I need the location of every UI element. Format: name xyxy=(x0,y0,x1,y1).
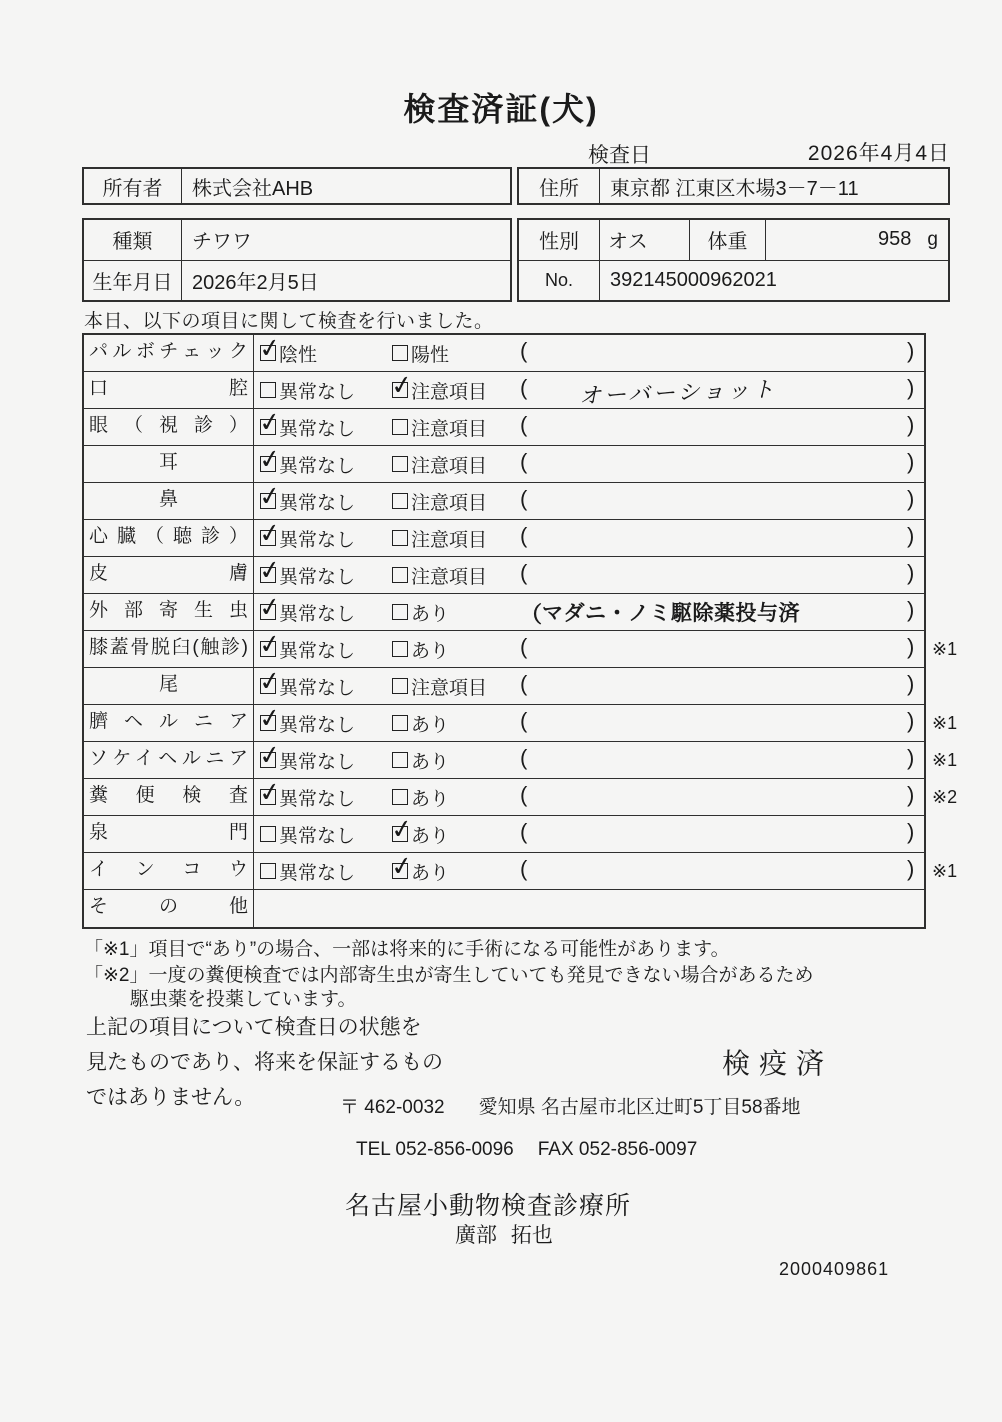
paren-close: ) xyxy=(907,708,915,733)
inspection-option xyxy=(392,372,487,408)
checkbox-icon xyxy=(392,419,408,435)
option-label: 注意項目 xyxy=(411,455,488,477)
inspection-date-value: 2026年4月4日 xyxy=(807,142,950,165)
inspection-option xyxy=(392,668,487,704)
checkbox-checked-icon xyxy=(260,789,276,805)
inspection-option xyxy=(260,779,355,815)
inspection-item-label: 泉門 xyxy=(84,816,254,852)
paren-close: ) xyxy=(907,782,915,807)
checkbox-checked-icon xyxy=(260,493,276,509)
option-label: 異常なし xyxy=(279,381,356,403)
option-label: 注意項目 xyxy=(411,418,488,440)
option-label: 異常なし xyxy=(279,455,356,477)
checkbox-icon xyxy=(392,456,408,472)
inspection-row xyxy=(84,890,924,927)
inspection-item-label: 鼻 xyxy=(84,483,254,519)
inspection-item-label: 外部寄生虫 xyxy=(84,594,254,630)
address-value: 東京都 江東区木場3－7－11 xyxy=(610,177,859,200)
inspection-item-label: パルボチェック xyxy=(84,335,254,371)
option-label: 異常なし xyxy=(279,751,356,773)
birthdate-row xyxy=(84,261,510,301)
clinic-tel-line xyxy=(356,1139,697,1161)
breed-row xyxy=(84,220,510,261)
inspection-option xyxy=(260,335,317,371)
option-label: 異常なし xyxy=(279,788,356,810)
inspection-option xyxy=(260,483,355,519)
inspection-item-label: 皮膚 xyxy=(84,557,254,593)
footnote-2-line2: 駆虫薬を投薬しています。 xyxy=(130,989,357,1010)
no-label: No. xyxy=(519,261,600,301)
handwritten-note: オーバーショット xyxy=(578,376,778,408)
option-label: あり xyxy=(411,825,450,847)
weight-unit: g xyxy=(927,228,938,250)
option-label: あり xyxy=(411,751,450,773)
checkbox-checked-icon xyxy=(260,604,276,620)
address-label: 住所 xyxy=(519,169,600,203)
owner-box xyxy=(82,167,512,205)
footnote-marker: ※1 xyxy=(932,749,958,770)
inspection-row xyxy=(84,705,958,742)
paren-open: ( xyxy=(520,560,528,585)
checkbox-checked-icon xyxy=(392,826,408,842)
inspection-row xyxy=(84,446,924,483)
disclaimer-line2: 見たものであり、将来を保証するもの xyxy=(86,1051,443,1074)
disclaimer-line1: 上記の項目について検査日の状態を xyxy=(86,1016,422,1039)
option-label: 異常なし xyxy=(279,862,356,884)
paren-open: ( xyxy=(520,671,528,696)
inspection-option xyxy=(260,705,355,741)
inspection-item-label: 膝蓋骨脱臼(触診) xyxy=(84,631,254,667)
paren-close: ) xyxy=(907,486,915,511)
option-label: 注意項目 xyxy=(411,566,488,588)
inspection-row xyxy=(84,409,924,446)
clinic-address-line xyxy=(340,1092,801,1119)
inspection-option xyxy=(260,446,355,482)
inspection-row xyxy=(84,335,924,372)
checkbox-icon xyxy=(392,567,408,583)
inspection-option xyxy=(260,631,355,667)
inspection-row xyxy=(84,853,958,890)
option-label: 注意項目 xyxy=(411,677,488,699)
sex-weight-no-box xyxy=(517,218,950,302)
no-row xyxy=(519,261,948,301)
paren-open: ( xyxy=(520,449,528,474)
option-label: 異常なし xyxy=(279,418,356,440)
inspection-item-label: 糞便検査 xyxy=(84,779,254,815)
option-label: 陰性 xyxy=(279,344,318,366)
option-label: あり xyxy=(411,603,450,625)
inspection-option xyxy=(260,409,355,445)
inspection-item-label: 心臓（聴診） xyxy=(84,520,254,556)
inspection-row xyxy=(84,594,924,631)
inspection-option xyxy=(392,409,487,445)
option-label: 異常なし xyxy=(279,529,356,551)
paren-open: ( xyxy=(520,486,528,511)
inspection-option xyxy=(392,779,449,815)
checkbox-checked-icon xyxy=(260,752,276,768)
inspection-option xyxy=(392,705,449,741)
inspection-row xyxy=(84,779,958,816)
weight-value: 958 xyxy=(878,228,912,251)
inspection-date-label: 検査日 xyxy=(588,144,651,167)
inspection-option xyxy=(260,372,355,408)
option-label: 異常なし xyxy=(279,714,356,736)
option-label: 異常なし xyxy=(279,640,356,662)
checkbox-checked-icon xyxy=(392,382,408,398)
checkbox-icon xyxy=(392,604,408,620)
no-value: 392145000962021 xyxy=(610,268,777,291)
paren-close: ) xyxy=(907,634,915,659)
paren-close: ) xyxy=(907,523,915,548)
inspection-option xyxy=(392,520,487,556)
disclaimer-line3: ではありません。 xyxy=(86,1086,256,1109)
paren-open: ( xyxy=(520,634,528,659)
breed-label: 種類 xyxy=(84,220,182,260)
examiner-name: 廣部 拓也 xyxy=(455,1224,553,1247)
footnote-marker: ※1 xyxy=(932,860,958,881)
inspection-option xyxy=(392,446,487,482)
paren-open: ( xyxy=(520,745,528,770)
checkbox-checked-icon xyxy=(260,641,276,657)
intro-text: 本日、以下の項目に関して検査を行いました。 xyxy=(84,311,494,332)
inspection-option xyxy=(260,668,355,704)
inspection-option xyxy=(260,853,355,889)
inspection-row xyxy=(84,668,924,705)
option-label: あり xyxy=(411,862,450,884)
weight-value-cell xyxy=(766,220,948,260)
inspection-item-label: 口腔 xyxy=(84,372,254,408)
checkbox-checked-icon xyxy=(260,530,276,546)
paren-open: ( xyxy=(520,523,528,548)
birthdate-label: 生年月日 xyxy=(84,261,182,301)
serial-number: 2000409861 xyxy=(779,1259,890,1279)
option-label: 異常なし xyxy=(279,566,356,588)
footnote-marker: ※2 xyxy=(932,786,958,807)
inspection-option xyxy=(260,816,355,852)
paren-open: ( xyxy=(520,412,528,437)
checkbox-checked-icon xyxy=(260,456,276,472)
clinic-tel: TEL 052-856-0096 xyxy=(356,1139,514,1160)
paren-content: マダニ・ノミ駆除薬投与済 xyxy=(542,602,800,625)
inspection-option xyxy=(260,557,355,593)
option-label: あり xyxy=(411,640,450,662)
option-label: 注意項目 xyxy=(411,492,488,514)
option-label: 異常なし xyxy=(279,825,356,847)
inspection-option xyxy=(392,483,487,519)
checkbox-icon xyxy=(392,789,408,805)
footnote-marker: ※1 xyxy=(932,638,958,659)
inspection-option xyxy=(260,742,355,778)
inspection-row xyxy=(84,816,924,853)
owner-value: 株式会社AHB xyxy=(192,177,314,200)
paren-close: ) xyxy=(907,338,915,363)
option-label: あり xyxy=(411,714,450,736)
inspection-option xyxy=(392,631,449,667)
checkbox-icon xyxy=(392,345,408,361)
breed-birthdate-box xyxy=(82,218,512,302)
paren-close: ) xyxy=(907,819,915,844)
footnote-marker: ※1 xyxy=(932,712,958,733)
option-label: 注意項目 xyxy=(411,381,488,403)
checkbox-checked-icon xyxy=(260,678,276,694)
weight-label: 体重 xyxy=(690,220,766,260)
birthdate-value: 2026年2月5日 xyxy=(192,271,319,294)
checkbox-checked-icon xyxy=(260,567,276,583)
checkbox-icon xyxy=(260,826,276,842)
paren-close: ) xyxy=(907,375,915,400)
checkbox-checked-icon xyxy=(260,715,276,731)
footnote-2-line1: 「※2」一度の糞便検査では内部寄生虫が寄生していても発見できない場合があるため xyxy=(84,965,814,986)
address-box xyxy=(517,167,950,205)
checkbox-checked-icon xyxy=(260,419,276,435)
clinic-fax: FAX 052-856-0097 xyxy=(537,1139,698,1160)
sex-label: 性別 xyxy=(519,220,600,260)
inspection-table xyxy=(82,333,958,929)
inspection-row xyxy=(84,483,924,520)
inspection-option xyxy=(392,335,449,371)
clinic-postal: 〒 462-0032 xyxy=(340,1097,445,1118)
inspection-option xyxy=(392,816,449,852)
inspection-item-label: その他 xyxy=(84,890,254,927)
paren-close: ) xyxy=(907,597,915,622)
option-label: 陽性 xyxy=(411,344,450,366)
checkbox-icon xyxy=(392,715,408,731)
inspection-row xyxy=(84,742,958,779)
checkbox-icon xyxy=(392,493,408,509)
paren-close: ) xyxy=(907,856,915,881)
inspection-option xyxy=(392,594,449,630)
inspection-item-label: 耳 xyxy=(84,446,254,482)
paren-close: ) xyxy=(907,449,915,474)
inspection-option xyxy=(392,742,449,778)
page-title: 検査済証(犬) xyxy=(403,91,599,127)
inspection-item-label: 眼（視診） xyxy=(84,409,254,445)
paren-open: （ xyxy=(520,602,543,627)
option-label: 異常なし xyxy=(279,603,356,625)
checkbox-checked-icon xyxy=(260,345,276,361)
paren-open: ( xyxy=(520,856,528,881)
inspection-row xyxy=(84,372,924,409)
checkbox-icon xyxy=(392,530,408,546)
clinic-address: 愛知県 名古屋市北区辻町5丁目58番地 xyxy=(478,1097,801,1118)
paren-close: ) xyxy=(907,560,915,585)
paren-open: ( xyxy=(520,338,528,363)
inspection-item-label: ソケイヘルニア xyxy=(84,742,254,778)
option-label: 異常なし xyxy=(279,677,356,699)
paren-open: ( xyxy=(520,375,528,400)
inspection-row xyxy=(84,631,958,668)
checkbox-checked-icon xyxy=(392,863,408,879)
paren-close: ) xyxy=(907,671,915,696)
inspection-option xyxy=(260,594,355,630)
checkbox-icon xyxy=(260,863,276,879)
checkbox-icon xyxy=(392,752,408,768)
inspection-row xyxy=(84,520,924,557)
option-label: あり xyxy=(411,788,450,810)
sex-weight-row xyxy=(519,220,948,261)
sex-value: オス xyxy=(600,220,690,260)
checkbox-icon xyxy=(392,678,408,694)
owner-label: 所有者 xyxy=(84,169,182,203)
inspection-row xyxy=(84,557,924,594)
inspection-option xyxy=(392,853,449,889)
breed-value: チワワ xyxy=(192,231,252,254)
paren-close: ) xyxy=(907,412,915,437)
paren-open: ( xyxy=(520,782,528,807)
option-label: 異常なし xyxy=(279,492,356,514)
quarantine-stamp: 検疫済 xyxy=(722,1048,834,1079)
paren-open: ( xyxy=(520,819,528,844)
option-label: 注意項目 xyxy=(411,529,488,551)
inspection-item-label: 臍ヘルニア xyxy=(84,705,254,741)
footnote-1: 「※1」項目で“あり”の場合、一部は将来的に手術になる可能性があります。 xyxy=(84,939,730,960)
paren-open: ( xyxy=(520,708,528,733)
checkbox-icon xyxy=(392,641,408,657)
inspection-item-label: インコウ xyxy=(84,853,254,889)
checkbox-icon xyxy=(260,382,276,398)
inspection-option xyxy=(260,520,355,556)
inspection-item-label: 尾 xyxy=(84,668,254,704)
paren-close: ) xyxy=(907,745,915,770)
clinic-name: 名古屋小動物検査診療所 xyxy=(345,1192,632,1220)
inspection-option xyxy=(392,557,487,593)
